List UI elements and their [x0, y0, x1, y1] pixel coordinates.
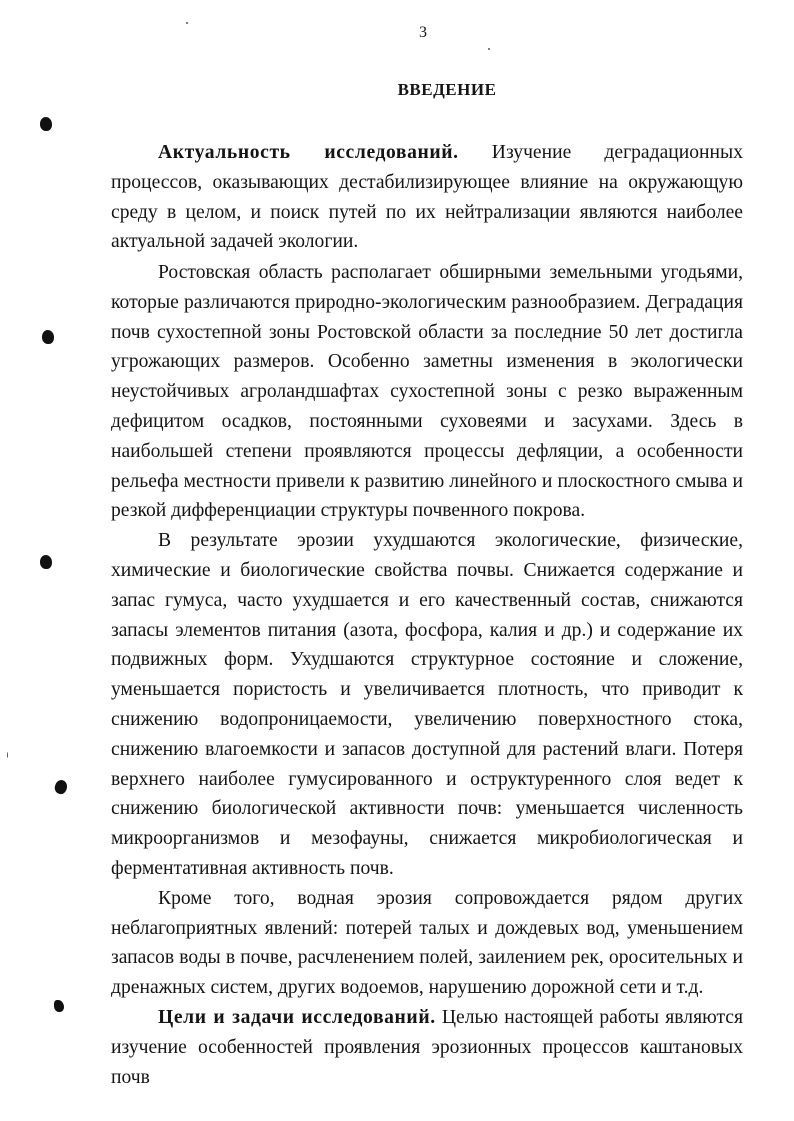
goals-lead: Цели и задачи исследований. [158, 1006, 436, 1028]
binder-hole-2 [42, 330, 54, 344]
scan-speck [488, 48, 490, 50]
paragraph-rostov-region: Ростовская область располагает обширными земельными угодьями, которые различаются природно-экологическим разнообразием. Деградация почв сухостепной зоны Ростовской области за последние 50 лет достигла угрожающих размеров. Особенно заметны изменения в экологически неустойчивых агроландшафтах сухостепной зоны с резко выраженным дефицитом осадков, постоянными суховеями и засухами. Здесь в наибольшей степени проявляются процессы дефляции, а особенности рельефа местности привели к развитию линейного и плоскостного смыва и резкой дифференциации структуры почвенного покрова. [111, 262, 743, 522]
binder-hole-3 [40, 555, 52, 569]
text-block-intro [111, 138, 743, 257]
page-number: 3 [419, 24, 427, 41]
scan-speck [7, 752, 8, 758]
paragraph-relevance [111, 138, 743, 257]
paragraph-water-erosion: Кроме того, водная эрозия сопровождается рядом других неблагоприятных явлений: потерей талых и дождевых вод, уменьшением запасов воды в почве, расчленением полей, заилением рек, оросительных и дренажных систем, других водоемов, нарушению дорожной сети и т.д. [111, 887, 743, 999]
text-block-body [111, 258, 743, 1092]
relevance-lead: Актуальность исследований. [158, 142, 459, 163]
paragraph-erosion-effects: В результате эрозии ухудшаются экологические, физические, химические и биологические свойства почвы. Снижается содержание и запас гумуса, часто ухудшается и его качественный состав, снижаются запасы элементов питания (азота, фосфора, калия и др.) и содержание их подвижных форм. Ухудшаются структурное состояние и сложение, уменьшается пористость и увеличивается плотность, что приводит к снижению водопроницаемости, увеличению поверхностного стока, снижению влагоемкости и запасов доступной для растений влаги. Потеря верхнего наиболее гумусированного и оструктуренного слоя ведет к снижению биологической активности почв: уменьшается численность микроорганизмов и мезофауны, снижается микробиологическая и ферментативная активность почв. [111, 530, 743, 879]
binder-hole-1 [40, 117, 52, 131]
binder-hole-4 [53, 778, 69, 795]
page-title: ВВЕДЕНИЕ [397, 80, 497, 99]
binder-hole-5 [54, 1000, 64, 1012]
goals-text: Целью настоящей работы являются изучение особенностей проявления эрозионных процессов каштановых почв [111, 1006, 743, 1088]
scan-speck [186, 22, 188, 24]
relevance-text: Изучение деградационных процессов, оказывающих дестабилизирующее влияние на окружающую среду в целом, и поиск путей по их нейтрализации являются наиболее актуальной задачей экологии. [111, 142, 743, 253]
paragraph-goals [111, 1003, 743, 1092]
